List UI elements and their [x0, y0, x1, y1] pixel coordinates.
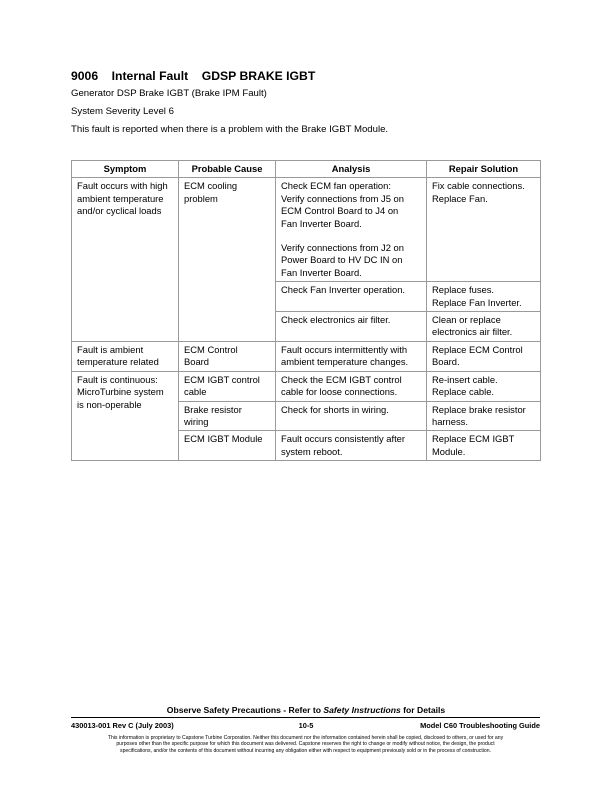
disclaimer: This information is proprietary to Capstone Turbine Corporation. Neither this document nor the information contained herein shall be copied, disclosed to others, or used for any purposes other than the specific purpose for which this document was delivered. Capstone reserves the right to change or modify without notice, the design, the product specifications, and/or the contents of this document without incurring any obligation either with respect to equipment previously sold or in the process of construction.: [107, 735, 504, 754]
analysis-cell: Check electronics air filter.: [276, 312, 427, 342]
repair-cell: Replace fuses. Replace Fan Inverter.: [427, 282, 541, 312]
fault-code: 9006: [71, 69, 99, 83]
fault-subtitle: Generator DSP Brake IGBT (Brake IPM Fault): [71, 88, 267, 99]
footer-rule: [71, 717, 540, 718]
symptom-cell: Fault is continuous: MicroTurbine system is non-operable: [72, 371, 179, 460]
fault-name: Internal Fault: [111, 69, 189, 83]
col-header-symptom: Symptom: [72, 161, 179, 178]
repair-cell: Re-insert cable. Replace cable.: [427, 371, 541, 401]
troubleshooting-table: [71, 160, 541, 461]
repair-cell: Replace brake resistor harness.: [427, 401, 541, 431]
repair-cell: Replace ECM IGBT Module.: [427, 431, 541, 461]
doc-number: 430013-001 Rev C (July 2003): [71, 721, 174, 730]
cause-cell: ECM IGBT Module: [179, 431, 276, 461]
col-header-analysis: Analysis: [276, 161, 427, 178]
page-title: [71, 69, 315, 83]
severity-level: System Severity Level 6: [71, 106, 174, 117]
fault-description: This fault is reported when there is a problem with the Brake IGBT Module.: [71, 124, 389, 135]
table-row: [72, 371, 541, 401]
page-number: 10-5: [298, 721, 314, 730]
col-header-repair: Repair Solution: [427, 161, 541, 178]
cause-cell: ECM cooling problem: [179, 178, 276, 341]
repair-cell: Clean or replace electronics air filter.: [427, 312, 541, 342]
analysis-cell: Check for shorts in wiring.: [276, 401, 427, 431]
symptom-cell: Fault occurs with high ambient temperature and/or cyclical loads: [72, 178, 179, 341]
cause-cell: ECM IGBT control cable: [179, 371, 276, 401]
guide-title: Model C60 Troubleshooting Guide: [420, 721, 540, 730]
symptom-cell: Fault is ambient temperature related: [72, 341, 179, 371]
analysis-cell: Fault occurs consistently after system reboot.: [276, 431, 427, 461]
cause-cell: ECM Control Board: [179, 341, 276, 371]
analysis-cell: Check the ECM IGBT control cable for loose connections.: [276, 371, 427, 401]
fault-short-name: GDSP BRAKE IGBT: [201, 69, 316, 83]
repair-cell: Replace ECM Control Board.: [427, 341, 541, 371]
repair-cell: Fix cable connections. Replace Fan.: [427, 178, 541, 282]
analysis-cell: Check ECM fan operation: Verify connections from J5 on ECM Control Board to J4 on Fan Inverter Board. Verify connections from J2 on Power Board to HV DC IN on Fan Inverter Board.: [276, 178, 427, 282]
col-header-cause: Probable Cause: [179, 161, 276, 178]
safety-notice: Observe Safety Precautions - Refer to Safety Instructions for Details: [166, 705, 446, 715]
table-row: [72, 178, 541, 282]
analysis-cell: Fault occurs intermittently with ambient temperature changes.: [276, 341, 427, 371]
table-row: [72, 341, 541, 371]
analysis-cell: Check Fan Inverter operation.: [276, 282, 427, 312]
table-header-row: [72, 161, 541, 178]
cause-cell: Brake resistor wiring: [179, 401, 276, 431]
